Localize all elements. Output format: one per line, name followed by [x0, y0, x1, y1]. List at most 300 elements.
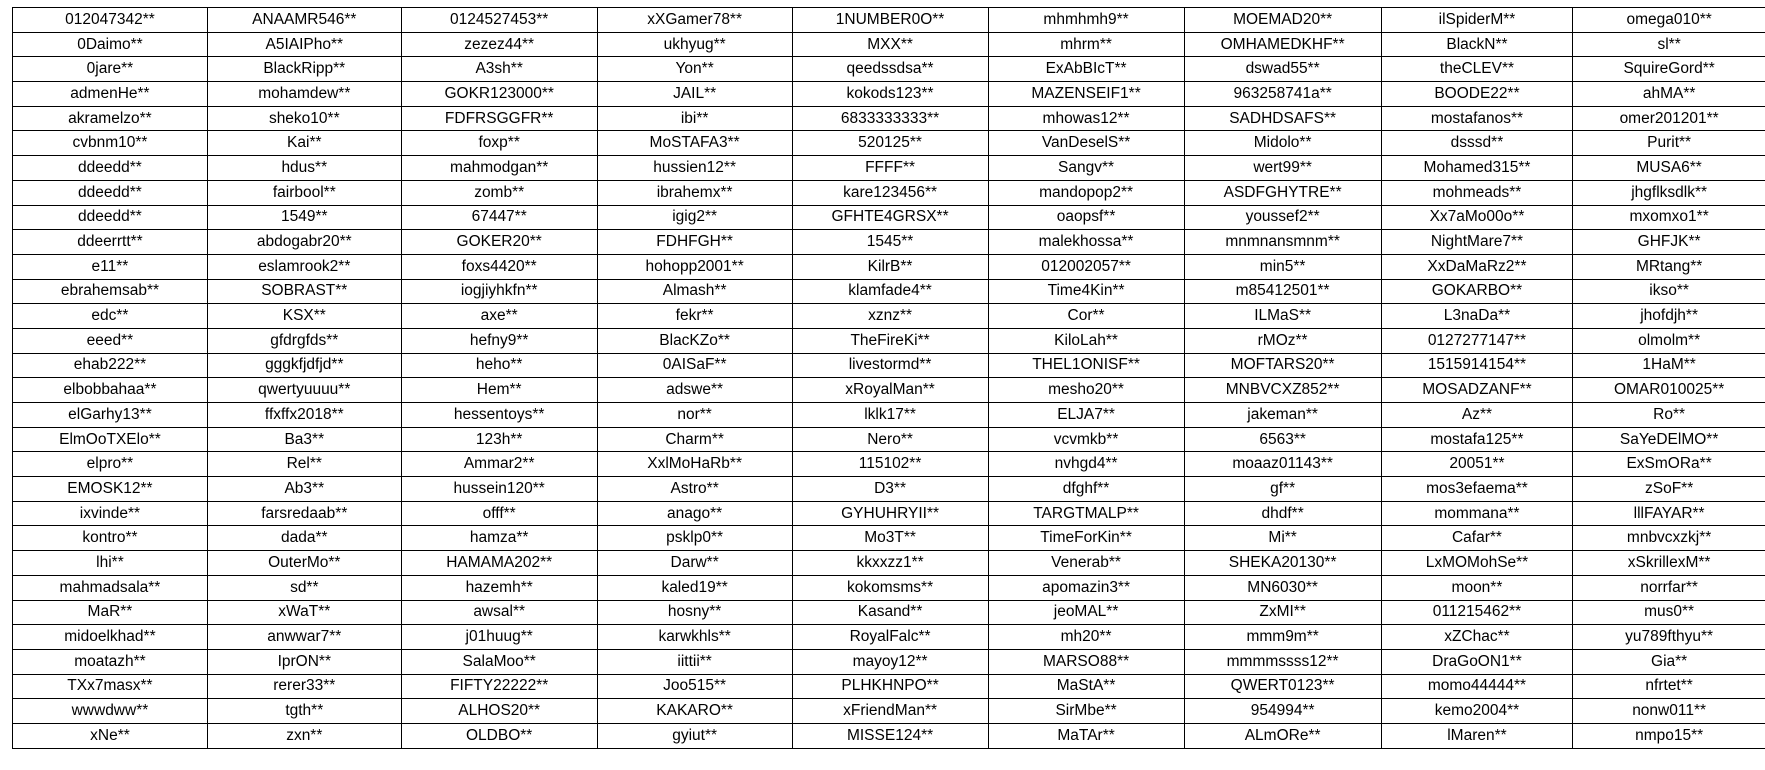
table-cell[interactable]: nonw011**	[1573, 699, 1765, 724]
table-cell[interactable]: apomazin3**	[988, 575, 1184, 600]
table-cell[interactable]: lhi**	[13, 551, 208, 576]
table-cell[interactable]: Ro**	[1573, 403, 1765, 428]
table-cell[interactable]: Astro**	[597, 477, 792, 502]
table-cell[interactable]: psklp0**	[597, 526, 792, 551]
table-cell[interactable]: mayoy12**	[792, 649, 988, 674]
table-cell[interactable]: youssef2**	[1184, 205, 1381, 230]
table-cell[interactable]: karwkhls**	[597, 625, 792, 650]
table-cell[interactable]: mos3efaema**	[1381, 477, 1573, 502]
table-cell[interactable]: MNBVCXZ852**	[1184, 378, 1381, 403]
table-cell[interactable]: mxomxo1**	[1573, 205, 1765, 230]
table-cell[interactable]: PLHKHNPO**	[792, 674, 988, 699]
table-cell[interactable]: lMaren**	[1381, 723, 1573, 748]
table-cell[interactable]: MARSO88**	[988, 649, 1184, 674]
table-cell[interactable]: hussein120**	[401, 477, 597, 502]
table-cell[interactable]: ASDFGHYTRE**	[1184, 180, 1381, 205]
table-cell[interactable]: 963258741a**	[1184, 82, 1381, 107]
table-cell[interactable]: MXX**	[792, 32, 988, 57]
table-cell[interactable]: foxp**	[401, 131, 597, 156]
table-cell[interactable]: MRtang**	[1573, 254, 1765, 279]
table-cell[interactable]: BlackN**	[1381, 32, 1573, 57]
table-cell[interactable]: JAIL**	[597, 82, 792, 107]
table-cell[interactable]: FDHFGH**	[597, 230, 792, 255]
table-cell[interactable]: min5**	[1184, 254, 1381, 279]
table-cell[interactable]: SaYeDElMO**	[1573, 427, 1765, 452]
table-cell[interactable]: RoyalFalc**	[792, 625, 988, 650]
table-cell[interactable]: Purit**	[1573, 131, 1765, 156]
table-cell[interactable]: Nero**	[792, 427, 988, 452]
table-cell[interactable]: omega010**	[1573, 8, 1765, 33]
table-row	[13, 551, 1765, 576]
table-cell[interactable]: Midolo**	[1184, 131, 1381, 156]
table-cell[interactable]: MAZENSEIF1**	[988, 82, 1184, 107]
table-cell[interactable]: ExAbBIcT**	[988, 57, 1184, 82]
table-cell[interactable]: Mohamed315**	[1381, 156, 1573, 181]
table-row	[13, 403, 1765, 428]
table-cell[interactable]: kkxxzz1**	[792, 551, 988, 576]
table-cell[interactable]: 0AISaF**	[597, 353, 792, 378]
table-cell[interactable]: hosny**	[597, 600, 792, 625]
table-row	[13, 353, 1765, 378]
table-row	[13, 82, 1765, 107]
table-cell[interactable]: farsredaab**	[207, 501, 401, 526]
table-cell[interactable]: hessentoys**	[401, 403, 597, 428]
spreadsheet-table	[12, 7, 1765, 749]
table-row	[13, 699, 1765, 724]
table-cell[interactable]: nvhgd4**	[988, 452, 1184, 477]
table-cell[interactable]: mh20**	[988, 625, 1184, 650]
table-cell[interactable]: adswe**	[597, 378, 792, 403]
table-cell[interactable]: sd**	[207, 575, 401, 600]
table-cell[interactable]: TimeForKin**	[988, 526, 1184, 551]
table-cell[interactable]: xRoyalMan**	[792, 378, 988, 403]
table-cell[interactable]: XxDaMaRz2**	[1381, 254, 1573, 279]
table-cell[interactable]: nor**	[597, 403, 792, 428]
table-cell[interactable]: hamza**	[401, 526, 597, 551]
table-cell[interactable]: MaTAr**	[988, 723, 1184, 748]
table-cell[interactable]: dhdf**	[1184, 501, 1381, 526]
table-cell[interactable]: xXGamer78**	[597, 8, 792, 33]
table-cell[interactable]: elbobbahaa**	[13, 378, 208, 403]
table-cell[interactable]: MUSA6**	[1573, 156, 1765, 181]
table-cell[interactable]: HAMAMA202**	[401, 551, 597, 576]
table-row	[13, 452, 1765, 477]
table-cell[interactable]: MN6030**	[1184, 575, 1381, 600]
table-cell[interactable]: KAKARO**	[597, 699, 792, 724]
table-cell[interactable]: moatazh**	[13, 649, 208, 674]
table-cell[interactable]: dada**	[207, 526, 401, 551]
table-cell[interactable]: moaaz01143**	[1184, 452, 1381, 477]
table-cell[interactable]: hussien12**	[597, 156, 792, 181]
table-cell[interactable]: klamfade4**	[792, 279, 988, 304]
table-row	[13, 674, 1765, 699]
table-cell[interactable]: ahMA**	[1573, 82, 1765, 107]
table-cell[interactable]: Sangv**	[988, 156, 1184, 181]
table-cell[interactable]: mohmeads**	[1381, 180, 1573, 205]
table-cell[interactable]: moon**	[1381, 575, 1573, 600]
table-cell[interactable]: mostafa125**	[1381, 427, 1573, 452]
table-row	[13, 230, 1765, 255]
table-cell[interactable]: 115102**	[792, 452, 988, 477]
table-cell[interactable]: gyiut**	[597, 723, 792, 748]
table-cell[interactable]: omer201201**	[1573, 106, 1765, 131]
table-row	[13, 279, 1765, 304]
table-cell[interactable]: midoelkhad**	[13, 625, 208, 650]
table-cell[interactable]: qwertyuuuu**	[207, 378, 401, 403]
table-cell[interactable]: 20051**	[1381, 452, 1573, 477]
table-cell[interactable]: 0124527453**	[401, 8, 597, 33]
table-cell[interactable]: ALmORe**	[1184, 723, 1381, 748]
table-row	[13, 625, 1765, 650]
table-cell[interactable]: dsssd**	[1381, 131, 1573, 156]
table-cell[interactable]: 6833333333**	[792, 106, 988, 131]
table-cell[interactable]: gfdrgfds**	[207, 328, 401, 353]
table-cell[interactable]: Kasand**	[792, 600, 988, 625]
table-cell[interactable]: mmmmssss12**	[1184, 649, 1381, 674]
table-cell[interactable]: foxs4420**	[401, 254, 597, 279]
table-cell[interactable]: MOEMAD20**	[1184, 8, 1381, 33]
table-cell[interactable]: xFriendMan**	[792, 699, 988, 724]
table-cell[interactable]: xSkrillexM**	[1573, 551, 1765, 576]
table-cell[interactable]: gggkfjdfjd**	[207, 353, 401, 378]
table-cell[interactable]: Time4Kin**	[988, 279, 1184, 304]
table-cell[interactable]: olmolm**	[1573, 328, 1765, 353]
table-cell[interactable]: SirMbe**	[988, 699, 1184, 724]
table-cell[interactable]: 1515914154**	[1381, 353, 1573, 378]
table-cell[interactable]: yu789fthyu**	[1573, 625, 1765, 650]
table-cell[interactable]: SHEKA20130**	[1184, 551, 1381, 576]
table-cell[interactable]: KilrB**	[792, 254, 988, 279]
table-cell[interactable]: Darw**	[597, 551, 792, 576]
table-cell[interactable]: zSoF**	[1573, 477, 1765, 502]
table-row	[13, 600, 1765, 625]
table-cell[interactable]: MaStA**	[988, 674, 1184, 699]
table-cell[interactable]: IprON**	[207, 649, 401, 674]
table-cell[interactable]: OLDBO**	[401, 723, 597, 748]
table-row	[13, 328, 1765, 353]
table-cell[interactable]: 011215462**	[1381, 600, 1573, 625]
table-cell[interactable]: kare123456**	[792, 180, 988, 205]
table-cell[interactable]: DraGoON1**	[1381, 649, 1573, 674]
table-row	[13, 205, 1765, 230]
table-cell[interactable]: ExSmORa**	[1573, 452, 1765, 477]
table-cell[interactable]: Ba3**	[207, 427, 401, 452]
table-cell[interactable]: TARGTMALP**	[988, 501, 1184, 526]
table-cell[interactable]: lllFAYAR**	[1573, 501, 1765, 526]
table-cell[interactable]: anwwar7**	[207, 625, 401, 650]
table-cell[interactable]: cvbnm10**	[13, 131, 208, 156]
table-cell[interactable]: GOKER20**	[401, 230, 597, 255]
table-cell[interactable]: ixvinde**	[13, 501, 208, 526]
table-cell[interactable]: Joo515**	[597, 674, 792, 699]
table-cell[interactable]: ilSpiderM**	[1381, 8, 1573, 33]
table-cell[interactable]: hazemh**	[401, 575, 597, 600]
table-cell[interactable]: GHFJK**	[1573, 230, 1765, 255]
table-cell[interactable]: xZChac**	[1381, 625, 1573, 650]
table-cell[interactable]: xznz**	[792, 304, 988, 329]
table-cell[interactable]: ukhyug**	[597, 32, 792, 57]
table-cell[interactable]: xWaT**	[207, 600, 401, 625]
table-cell[interactable]: BlackRipp**	[207, 57, 401, 82]
table-cell[interactable]: 6563**	[1184, 427, 1381, 452]
table-cell[interactable]: ibrahemx**	[597, 180, 792, 205]
table-cell[interactable]: eslamrook2**	[207, 254, 401, 279]
table-row	[13, 106, 1765, 131]
table-cell[interactable]: mesho20**	[988, 378, 1184, 403]
table-cell[interactable]: hefny9**	[401, 328, 597, 353]
table-cell[interactable]: 0Daimo**	[13, 32, 208, 57]
table-cell[interactable]: MISSE124**	[792, 723, 988, 748]
table-cell[interactable]: mahmadsala**	[13, 575, 208, 600]
table-row	[13, 477, 1765, 502]
table-cell[interactable]: D3**	[792, 477, 988, 502]
table-cell[interactable]: mmm9m**	[1184, 625, 1381, 650]
table-cell[interactable]: EMOSK12**	[13, 477, 208, 502]
table-cell[interactable]: admenHe**	[13, 82, 208, 107]
table-cell[interactable]: anago**	[597, 501, 792, 526]
table-cell[interactable]: nmpo15**	[1573, 723, 1765, 748]
table-cell[interactable]: elpro**	[13, 452, 208, 477]
table-cell[interactable]: offf**	[401, 501, 597, 526]
table-cell[interactable]: Az**	[1381, 403, 1573, 428]
table-cell[interactable]: 0127277147**	[1381, 328, 1573, 353]
table-cell[interactable]: mhmhmh9**	[988, 8, 1184, 33]
table-row	[13, 304, 1765, 329]
table-cell[interactable]: ddeedd**	[13, 205, 208, 230]
table-cell[interactable]: FIFTY22222**	[401, 674, 597, 699]
table-cell[interactable]: mhrm**	[988, 32, 1184, 57]
table-cell[interactable]: XxlMoHaRb**	[597, 452, 792, 477]
table-cell[interactable]: jhofdjh**	[1573, 304, 1765, 329]
table-cell[interactable]: tgth**	[207, 699, 401, 724]
table-cell[interactable]: igig2**	[597, 205, 792, 230]
table-cell[interactable]: malekhossa**	[988, 230, 1184, 255]
table-cell[interactable]: Ab3**	[207, 477, 401, 502]
table-cell[interactable]: hdus**	[207, 156, 401, 181]
table-cell[interactable]: elGarhy13**	[13, 403, 208, 428]
table-cell[interactable]: Kai**	[207, 131, 401, 156]
table-cell[interactable]: NightMare7**	[1381, 230, 1573, 255]
table-cell[interactable]: Mo3T**	[792, 526, 988, 551]
table-cell[interactable]: awsal**	[401, 600, 597, 625]
table-cell[interactable]: ibi**	[597, 106, 792, 131]
table-cell[interactable]: hohopp2001**	[597, 254, 792, 279]
table-cell[interactable]: Mi**	[1184, 526, 1381, 551]
table-cell[interactable]: mandopop2**	[988, 180, 1184, 205]
table-cell[interactable]: jhgflksdlk**	[1573, 180, 1765, 205]
table-cell[interactable]: GFHTE4GRSX**	[792, 205, 988, 230]
table-cell[interactable]: mnbvcxzkj**	[1573, 526, 1765, 551]
table-row	[13, 575, 1765, 600]
table-row	[13, 649, 1765, 674]
table-cell[interactable]: A3sh**	[401, 57, 597, 82]
table-cell[interactable]: GYHUHRYII**	[792, 501, 988, 526]
table-cell[interactable]: ZxMI**	[1184, 600, 1381, 625]
table-cell[interactable]: KSX**	[207, 304, 401, 329]
table-cell[interactable]: mostafanos**	[1381, 106, 1573, 131]
table-row	[13, 427, 1765, 452]
table-cell[interactable]: Cor**	[988, 304, 1184, 329]
table-cell[interactable]: sl**	[1573, 32, 1765, 57]
table-cell[interactable]: FDFRSGGFR**	[401, 106, 597, 131]
table-cell[interactable]: sheko10**	[207, 106, 401, 131]
table-cell[interactable]: Hem**	[401, 378, 597, 403]
table-cell[interactable]: vcvmkb**	[988, 427, 1184, 452]
table-cell[interactable]: livestormd**	[792, 353, 988, 378]
table-cell[interactable]: dfghf**	[988, 477, 1184, 502]
table-cell[interactable]: axe**	[401, 304, 597, 329]
table-cell[interactable]: wwwdww**	[13, 699, 208, 724]
table-row	[13, 526, 1765, 551]
table-cell[interactable]: Almash**	[597, 279, 792, 304]
table-row	[13, 57, 1765, 82]
table-cell[interactable]: ILMaS**	[1184, 304, 1381, 329]
table-cell[interactable]: GOKARBO**	[1381, 279, 1573, 304]
table-cell[interactable]: BOODE22**	[1381, 82, 1573, 107]
table-cell[interactable]: rerer33**	[207, 674, 401, 699]
table-cell[interactable]: BlacKZo**	[597, 328, 792, 353]
table-cell[interactable]: 67447**	[401, 205, 597, 230]
table-cell[interactable]: kontro**	[13, 526, 208, 551]
table-cell[interactable]: ebrahemsab**	[13, 279, 208, 304]
table-cell[interactable]: GOKR123000**	[401, 82, 597, 107]
table-row	[13, 8, 1765, 33]
table-cell[interactable]: MaR**	[13, 600, 208, 625]
table-cell[interactable]: SOBRAST**	[207, 279, 401, 304]
table-row	[13, 254, 1765, 279]
table-cell[interactable]: ddeedd**	[13, 180, 208, 205]
table-cell[interactable]: ikso**	[1573, 279, 1765, 304]
table-cell[interactable]: L3naDa**	[1381, 304, 1573, 329]
table-row	[13, 501, 1765, 526]
table-cell[interactable]: TheFireKi**	[792, 328, 988, 353]
table-cell[interactable]: fekr**	[597, 304, 792, 329]
table-cell[interactable]: mohamdew**	[207, 82, 401, 107]
table-cell[interactable]: zxn**	[207, 723, 401, 748]
table-cell[interactable]: heho**	[401, 353, 597, 378]
table-cell[interactable]: eeed**	[13, 328, 208, 353]
table-cell[interactable]: mahmodgan**	[401, 156, 597, 181]
table-cell[interactable]: wert99**	[1184, 156, 1381, 181]
table-cell[interactable]: OuterMo**	[207, 551, 401, 576]
table-cell[interactable]: FFFF**	[792, 156, 988, 181]
table-cell[interactable]: ehab222**	[13, 353, 208, 378]
table-cell[interactable]: iogjiyhkfn**	[401, 279, 597, 304]
table-cell[interactable]: MOSADZANF**	[1381, 378, 1573, 403]
table-cell[interactable]: OMAR010025**	[1573, 378, 1765, 403]
table-cell[interactable]: 1HaM**	[1573, 353, 1765, 378]
table-cell[interactable]: j01huug**	[401, 625, 597, 650]
table-cell[interactable]: 1NUMBER0O**	[792, 8, 988, 33]
table-cell[interactable]: lklk17**	[792, 403, 988, 428]
table-cell[interactable]: VanDeselS**	[988, 131, 1184, 156]
table-cell[interactable]: kokomsms**	[792, 575, 988, 600]
table-cell[interactable]: m85412501**	[1184, 279, 1381, 304]
table-cell[interactable]: kemo2004**	[1381, 699, 1573, 724]
table-cell[interactable]: e11**	[13, 254, 208, 279]
table-cell[interactable]: ElmOoTXElo**	[13, 427, 208, 452]
table-cell[interactable]: mhowas12**	[988, 106, 1184, 131]
table-cell[interactable]: kokods123**	[792, 82, 988, 107]
table-cell[interactable]: momo44444**	[1381, 674, 1573, 699]
table-cell[interactable]: 1545**	[792, 230, 988, 255]
table-cell[interactable]: mommana**	[1381, 501, 1573, 526]
table-cell[interactable]: ddeedd**	[13, 156, 208, 181]
table-cell[interactable]: SalaMoo**	[401, 649, 597, 674]
table-cell[interactable]: 954994**	[1184, 699, 1381, 724]
table-cell[interactable]: iittii**	[597, 649, 792, 674]
table-cell[interactable]: edc**	[13, 304, 208, 329]
table-cell[interactable]: Gia**	[1573, 649, 1765, 674]
table-cell[interactable]: kaled19**	[597, 575, 792, 600]
table-cell[interactable]: oaopsf**	[988, 205, 1184, 230]
table-cell[interactable]: abdogabr20**	[207, 230, 401, 255]
table-cell[interactable]: akramelzo**	[13, 106, 208, 131]
table-cell[interactable]: MoSTAFA3**	[597, 131, 792, 156]
table-cell[interactable]: ALHOS20**	[401, 699, 597, 724]
table-cell[interactable]: 0jare**	[13, 57, 208, 82]
table-cell[interactable]: dswad55**	[1184, 57, 1381, 82]
table-cell[interactable]: OMHAMEDKHF**	[1184, 32, 1381, 57]
table-cell[interactable]: xNe**	[13, 723, 208, 748]
table-cell[interactable]: SquireGord**	[1573, 57, 1765, 82]
table-cell[interactable]: zezez44**	[401, 32, 597, 57]
table-cell[interactable]: fairbool**	[207, 180, 401, 205]
table-cell[interactable]: Cafar**	[1381, 526, 1573, 551]
table-cell[interactable]: 123h**	[401, 427, 597, 452]
table-cell[interactable]: gf**	[1184, 477, 1381, 502]
table-cell[interactable]: A5IAIPho**	[207, 32, 401, 57]
table-cell[interactable]: 1549**	[207, 205, 401, 230]
table-cell[interactable]: zomb**	[401, 180, 597, 205]
table-cell[interactable]: QWERT0123**	[1184, 674, 1381, 699]
table-cell[interactable]: THEL1ONISF**	[988, 353, 1184, 378]
table-cell[interactable]: ANAAMR546**	[207, 8, 401, 33]
table-cell[interactable]: ELJA7**	[988, 403, 1184, 428]
table-cell[interactable]: LxMOMohSe**	[1381, 551, 1573, 576]
table-cell[interactable]: ddeerrtt**	[13, 230, 208, 255]
table-cell[interactable]: qeedssdsa**	[792, 57, 988, 82]
table-row	[13, 156, 1765, 181]
table-cell[interactable]: KiloLah**	[988, 328, 1184, 353]
table-cell[interactable]: Xx7aMo00o**	[1381, 205, 1573, 230]
table-cell[interactable]: 520125**	[792, 131, 988, 156]
table-cell[interactable]: TXx7masx**	[13, 674, 208, 699]
table-cell[interactable]: ffxffx2018**	[207, 403, 401, 428]
table-row	[13, 131, 1765, 156]
table-row	[13, 378, 1765, 403]
table-cell[interactable]: norrfar**	[1573, 575, 1765, 600]
table-cell[interactable]: MOFTARS20**	[1184, 353, 1381, 378]
table-cell[interactable]: mnmnansmnm**	[1184, 230, 1381, 255]
table-cell[interactable]: Charm**	[597, 427, 792, 452]
table-cell[interactable]: Yon**	[597, 57, 792, 82]
table-cell[interactable]: Ammar2**	[401, 452, 597, 477]
table-cell[interactable]: Venerab**	[988, 551, 1184, 576]
table-cell[interactable]: theCLEV**	[1381, 57, 1573, 82]
table-cell[interactable]: jeoMAL**	[988, 600, 1184, 625]
table-cell[interactable]: jakeman**	[1184, 403, 1381, 428]
table-cell[interactable]: Rel**	[207, 452, 401, 477]
table-cell[interactable]: 012047342**	[13, 8, 208, 33]
table-body	[13, 8, 1765, 749]
table-cell[interactable]: 012002057**	[988, 254, 1184, 279]
table-cell[interactable]: nfrtet**	[1573, 674, 1765, 699]
table-cell[interactable]: SADHDSAFS**	[1184, 106, 1381, 131]
table-cell[interactable]: rMOz**	[1184, 328, 1381, 353]
table-row	[13, 723, 1765, 748]
table-cell[interactable]: mus0**	[1573, 600, 1765, 625]
